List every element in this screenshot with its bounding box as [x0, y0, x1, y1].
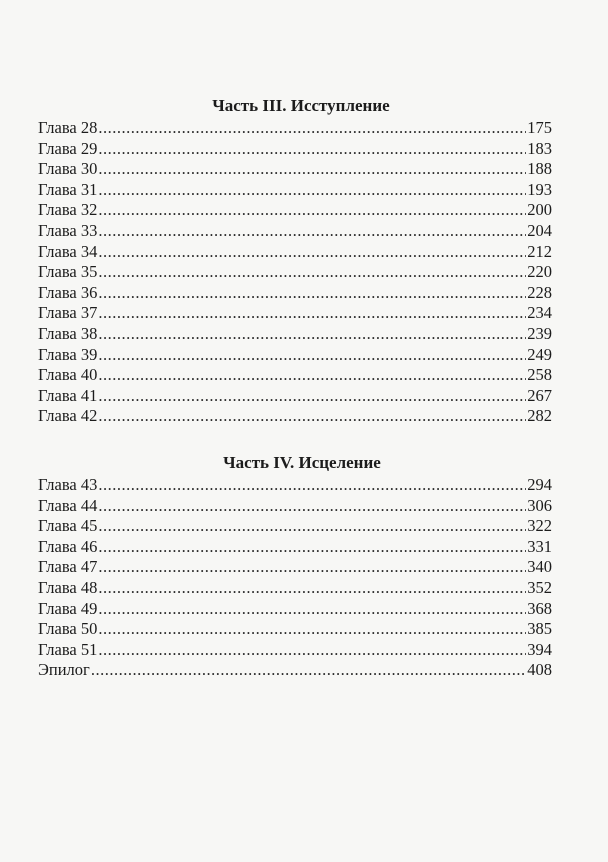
toc-entry-label: Глава 34	[38, 241, 98, 261]
dot-leader	[98, 200, 526, 221]
toc-entry-page: 204	[527, 220, 552, 240]
toc-entry-page: 368	[527, 598, 552, 618]
toc-entry-page: 200	[527, 200, 552, 220]
dot-leader	[98, 283, 526, 304]
toc-entry	[38, 345, 552, 366]
toc-entry-page: 239	[527, 323, 552, 343]
toc-entry	[38, 303, 552, 324]
toc-entry-page: 352	[527, 577, 552, 597]
dot-leader	[98, 516, 526, 537]
toc-entry	[38, 180, 552, 201]
toc-entry-label: Глава 39	[38, 344, 98, 364]
toc-entry-page: 267	[527, 385, 552, 405]
dot-leader	[98, 365, 526, 386]
toc-entry-label: Эпилог	[38, 660, 90, 680]
toc-entry-label: Глава 36	[38, 282, 98, 302]
toc-entry-page: 249	[527, 344, 552, 364]
toc-entry	[38, 537, 552, 558]
dot-leader	[98, 475, 526, 496]
dot-leader	[98, 139, 526, 160]
toc-entry-page: 220	[527, 262, 552, 282]
toc-entry-label: Глава 48	[38, 577, 98, 597]
toc-entry-page: 183	[527, 138, 552, 158]
toc-entry-page: 193	[527, 179, 552, 199]
toc-entry-page: 322	[527, 516, 552, 536]
dot-leader	[91, 660, 526, 681]
toc-entry-label: Глава 47	[38, 557, 98, 577]
part-title: Часть III. Исступление	[212, 96, 390, 115]
dot-leader	[98, 406, 526, 427]
toc-entry	[38, 640, 552, 661]
dot-leader	[98, 303, 526, 324]
toc-entry-page: 385	[527, 619, 552, 639]
toc-entry-label: Глава 32	[38, 200, 98, 220]
toc-entry-page: 408	[527, 660, 552, 680]
toc-entry-page: 188	[527, 159, 552, 179]
toc-entry	[38, 324, 552, 345]
dot-leader	[98, 324, 526, 345]
toc-entry	[38, 262, 552, 283]
dot-leader	[98, 180, 526, 201]
toc-entry-label: Глава 33	[38, 220, 98, 240]
dot-leader	[98, 537, 526, 558]
toc-entry	[38, 406, 552, 427]
toc-entry	[38, 516, 552, 537]
toc-entry	[38, 118, 552, 139]
toc-entry	[38, 578, 552, 599]
toc-entry-label: Глава 41	[38, 385, 98, 405]
dot-leader	[98, 242, 526, 263]
toc-entry-page: 212	[527, 241, 552, 261]
toc-entry	[38, 221, 552, 242]
dot-leader	[98, 599, 526, 620]
dot-leader	[98, 578, 526, 599]
toc-entry-page: 306	[527, 495, 552, 515]
toc-entry	[38, 242, 552, 263]
toc-entry-label: Глава 44	[38, 495, 98, 515]
toc-entry-page: 234	[527, 303, 552, 323]
toc-entry-label: Глава 49	[38, 598, 98, 618]
toc-entry-label: Глава 28	[38, 118, 98, 137]
toc-entry	[38, 496, 552, 517]
toc-entry-label: Глава 50	[38, 619, 98, 639]
toc-entry-label: Глава 51	[38, 639, 98, 659]
toc-entry	[38, 619, 552, 640]
toc-entry-page: 340	[527, 557, 552, 577]
toc-entry	[38, 386, 552, 407]
toc-entry	[38, 283, 552, 304]
toc-entry-label: Глава 38	[38, 323, 98, 343]
toc-entry	[38, 365, 552, 386]
dot-leader	[98, 557, 526, 578]
toc-entry-label: Глава 40	[38, 365, 98, 385]
toc-entry-label: Глава 46	[38, 536, 98, 556]
dot-leader	[98, 386, 526, 407]
toc-entry-page: 228	[527, 282, 552, 302]
dot-leader	[98, 619, 526, 640]
toc-entry	[38, 139, 552, 160]
toc-entry-page: 258	[527, 365, 552, 385]
toc-entry-label: Глава 43	[38, 475, 98, 494]
toc-entry	[38, 557, 552, 578]
toc-entry	[38, 159, 552, 180]
toc-part-4	[38, 451, 552, 681]
dot-leader	[98, 496, 526, 517]
toc-entry-label: Глава 45	[38, 516, 98, 536]
toc-list	[38, 475, 552, 681]
dot-leader	[98, 118, 526, 139]
toc-entry-label: Глава 30	[38, 159, 98, 179]
toc-entry-label: Глава 35	[38, 262, 98, 282]
toc-entry-page: 331	[527, 536, 552, 556]
dot-leader	[98, 640, 526, 661]
toc-entry-page: 394	[527, 639, 552, 659]
toc-entry-label: Глава 29	[38, 138, 98, 158]
toc-entry-label: Глава 31	[38, 179, 98, 199]
toc-entry-label: Глава 42	[38, 406, 98, 426]
toc-part-3	[38, 94, 552, 427]
toc-entry-label: Глава 37	[38, 303, 98, 323]
dot-leader	[98, 221, 526, 242]
dot-leader	[98, 159, 526, 180]
toc-entry	[38, 660, 552, 681]
dot-leader	[98, 345, 526, 366]
toc-entry	[38, 200, 552, 221]
toc-entry-page: 175	[527, 118, 552, 137]
toc-list	[38, 118, 552, 427]
toc-entry-page: 294	[527, 475, 552, 494]
toc-entry-page: 282	[527, 406, 552, 426]
part-title: Часть IV. Исцеление	[223, 453, 381, 472]
toc-entry	[38, 475, 552, 496]
toc-entry	[38, 599, 552, 620]
dot-leader	[98, 262, 526, 283]
